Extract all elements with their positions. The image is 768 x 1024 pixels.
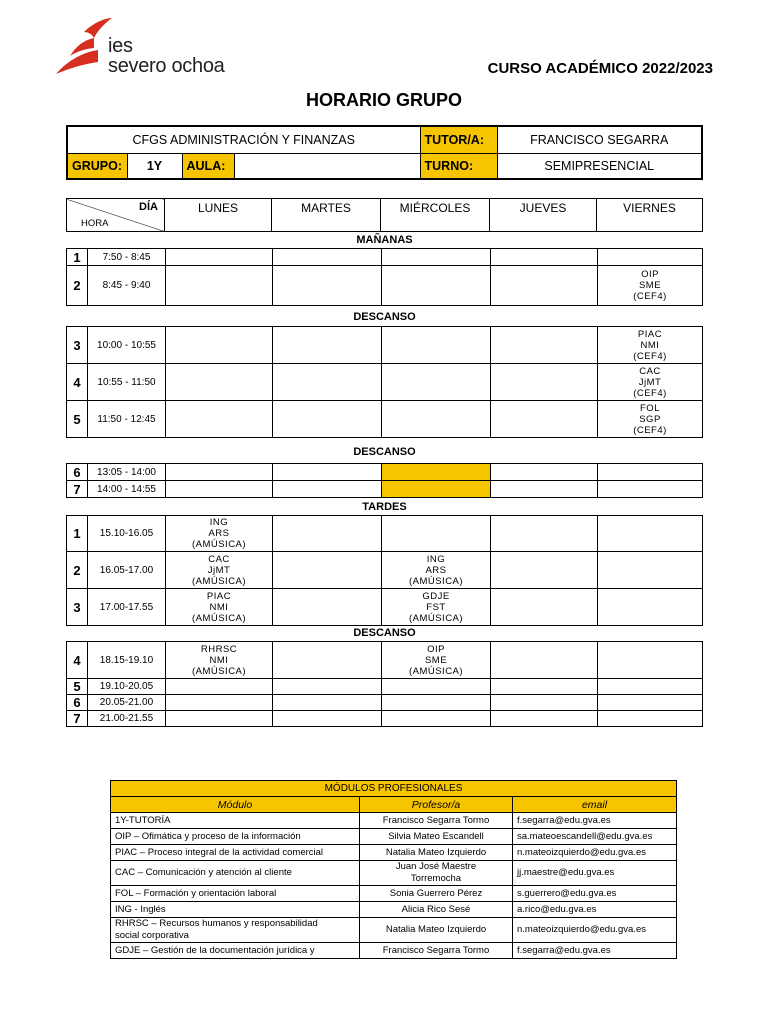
modulos-table (110, 780, 677, 959)
dia-hora-cell (67, 199, 165, 232)
modulos-header-profesor: Profesor/a (360, 797, 513, 813)
schedule-cell (491, 364, 598, 401)
schedule-cell (598, 711, 703, 727)
schedule-cell (166, 679, 273, 695)
schedule-cell (273, 249, 382, 266)
schedule-cell (598, 679, 703, 695)
schedule-cell: GDJE FST (AMÚSICA) (382, 589, 491, 626)
schedule-cell (166, 401, 273, 438)
schedule-cell (382, 481, 491, 498)
period-number: 5 (67, 679, 88, 695)
schedule-cell (382, 516, 491, 552)
schedule-cell: PIAC NMI (AMÚSICA) (166, 589, 273, 626)
page-title: HORARIO GRUPO (305, 90, 462, 110)
period-time: 20.05-21.00 (88, 695, 166, 711)
schedule-cell (598, 464, 703, 481)
day-header: VIERNES (597, 199, 703, 232)
schedule-cell (491, 464, 598, 481)
schedule-row (67, 695, 703, 711)
curso-academico: CURSO ACADÉMICO 2022/2023 (487, 60, 713, 77)
modulo-row (111, 886, 677, 902)
schedule-row (67, 249, 703, 266)
period-time: 15.10-16.05 (88, 516, 166, 552)
schedule-cell (382, 401, 491, 438)
schedule-cell (273, 481, 382, 498)
schedule-cell: ING ARS (AMÚSICA) (382, 552, 491, 589)
period-number: 7 (67, 481, 88, 498)
period-number: 7 (67, 711, 88, 727)
schedule-cell (491, 679, 598, 695)
period-number: 5 (67, 401, 88, 438)
grupo-value: 1Y (127, 154, 182, 180)
schedule-header (66, 198, 703, 232)
schedule-cell (491, 695, 598, 711)
schedule-cell (382, 249, 491, 266)
period-number: 3 (67, 589, 88, 626)
modulo-name: GDJE – Gestión de la documentación jurídica y (111, 943, 360, 959)
modulo-profesor: Francisco Segarra Tormo (360, 943, 513, 959)
modulo-profesor: Juan José Maestre Torremocha (360, 861, 513, 886)
period-number: 4 (67, 364, 88, 401)
section-descanso-2: DESCANSO (353, 446, 416, 458)
day-header: MARTES (272, 199, 381, 232)
modulo-name: FOL – Formación y orientación laboral (111, 886, 360, 902)
schedule-row (67, 642, 703, 679)
modulo-profesor: Alicia Rico Sesé (360, 902, 513, 918)
schedule-cell (273, 516, 382, 552)
modulo-email[interactable]: s.guerrero@edu.gva.es (513, 886, 677, 902)
schedule-cell (491, 249, 598, 266)
modulo-profesor: Natalia Mateo Izquierdo (360, 845, 513, 861)
dia-label: DÍA (139, 201, 158, 213)
modulo-profesor: Sonia Guerrero Pérez (360, 886, 513, 902)
schedule-cell (273, 327, 382, 364)
schedule-cell (166, 249, 273, 266)
period-number: 2 (67, 266, 88, 306)
modulo-name: RHRSC – Recursos humanos y responsabilidad social corporativa (111, 918, 360, 943)
schedule-cell (598, 552, 703, 589)
schedule-cell (598, 589, 703, 626)
schedule-cell (166, 464, 273, 481)
modulo-email[interactable]: a.rico@edu.gva.es (513, 902, 677, 918)
schedule-cell (382, 695, 491, 711)
day-header: JUEVES (490, 199, 597, 232)
period-time: 11:50 - 12:45 (88, 401, 166, 438)
period-number: 2 (67, 552, 88, 589)
schedule-cell (273, 642, 382, 679)
schedule-cell (491, 711, 598, 727)
schedule-cell (491, 516, 598, 552)
schedule-cell: FOL SGP (CEF4) (598, 401, 703, 438)
schedule-cell (166, 711, 273, 727)
modulo-profesor: Silvia Mateo Escandell (360, 829, 513, 845)
schedule-row (67, 401, 703, 438)
schedule-row (67, 327, 703, 364)
modulo-email[interactable]: f.segarra@edu.gva.es (513, 813, 677, 829)
modulo-row (111, 902, 677, 918)
tutor-name: FRANCISCO SEGARRA (497, 126, 702, 154)
modulo-email[interactable]: jj.maestre@edu.gva.es (513, 861, 677, 886)
modulo-row (111, 861, 677, 886)
schedule-cell: RHRSC NMI (AMÚSICA) (166, 642, 273, 679)
logo-swoosh-bottom (56, 50, 98, 74)
group-info-table (66, 125, 703, 180)
schedule-cell (273, 679, 382, 695)
grupo-label: GRUPO: (67, 154, 127, 180)
tutor-label: TUTOR/A: (420, 126, 497, 154)
hora-label: HORA (81, 218, 109, 229)
schedule-cell (273, 552, 382, 589)
schedule-cell (382, 327, 491, 364)
day-header: LUNES (165, 199, 272, 232)
modulo-name: PIAC – Proceso integral de la actividad comercial (111, 845, 360, 861)
schedule-cell (273, 266, 382, 306)
schedule-cell (382, 464, 491, 481)
day-header: MIÉRCOLES (381, 199, 490, 232)
period-time: 21.00-21.55 (88, 711, 166, 727)
period-number: 3 (67, 327, 88, 364)
schedule-cell (491, 552, 598, 589)
schedule-cell (273, 464, 382, 481)
schedule-block-afternoon-2 (66, 641, 703, 727)
schedule-block-morning-1 (66, 248, 703, 306)
period-number: 1 (67, 249, 88, 266)
schedule-cell (273, 589, 382, 626)
period-number: 6 (67, 464, 88, 481)
period-number: 1 (67, 516, 88, 552)
schedule-cell (598, 481, 703, 498)
schedule-row (67, 589, 703, 626)
modulo-row (111, 829, 677, 845)
modulo-name: OIP – Ofimática y proceso de la información (111, 829, 360, 845)
period-number: 4 (67, 642, 88, 679)
schedule-cell (382, 364, 491, 401)
schedule-cell (273, 711, 382, 727)
schedule-cell (491, 401, 598, 438)
schedule-block-morning-3 (66, 463, 703, 498)
schedule-cell: ING ARS (AMÚSICA) (166, 516, 273, 552)
schedule-cell (491, 327, 598, 364)
section-descanso-1: DESCANSO (353, 311, 416, 323)
modulos-header-modulo: Módulo (111, 797, 360, 813)
logo-text (108, 36, 224, 76)
schedule-cell (598, 695, 703, 711)
schedule-cell (598, 249, 703, 266)
modulo-email[interactable]: n.mateoizquierdo@edu.gva.es (513, 918, 677, 943)
period-time: 16.05-17.00 (88, 552, 166, 589)
logo-line2: severo ochoa (108, 55, 225, 77)
schedule-cell (382, 266, 491, 306)
schedule-cell (491, 481, 598, 498)
modulo-name: CAC – Comunicación y atención al cliente (111, 861, 360, 886)
modulo-profesor: Francisco Segarra Tormo (360, 813, 513, 829)
schedule-cell (166, 327, 273, 364)
period-time: 14:00 - 14:55 (88, 481, 166, 498)
period-time: 19.10-20.05 (88, 679, 166, 695)
turno-label: TURNO: (420, 154, 497, 180)
schedule-cell (382, 711, 491, 727)
section-mananas: MAÑANAS (356, 234, 413, 246)
schedule-row (67, 552, 703, 589)
period-time: 10:55 - 11:50 (88, 364, 166, 401)
period-time: 17.00-17.55 (88, 589, 166, 626)
modulo-row (111, 845, 677, 861)
schedule-block-morning-2 (66, 326, 703, 438)
schedule-cell (491, 266, 598, 306)
schedule-cell (491, 642, 598, 679)
period-time: 7:50 - 8:45 (88, 249, 166, 266)
schedule-row (67, 266, 703, 306)
modulo-profesor: Natalia Mateo Izquierdo (360, 918, 513, 943)
schedule-cell (598, 516, 703, 552)
period-number: 6 (67, 695, 88, 711)
schedule-row (67, 516, 703, 552)
modulos-body (111, 813, 677, 959)
schedule-cell (491, 589, 598, 626)
schedule-cell (166, 481, 273, 498)
ciclo-name: CFGS ADMINISTRACIÓN Y FINANZAS (67, 126, 420, 154)
schedule-cell (166, 266, 273, 306)
logo-line1: ies (108, 35, 133, 57)
modulo-row (111, 813, 677, 829)
aula-label: AULA: (182, 154, 234, 180)
schedule-cell: PIAC NMI (CEF4) (598, 327, 703, 364)
schedule-cell (166, 695, 273, 711)
modulos-title: MÓDULOS PROFESIONALES (111, 781, 677, 797)
schedule-row (67, 364, 703, 401)
modulo-row (111, 943, 677, 959)
modulo-email[interactable]: sa.mateoescandell@edu.gva.es (513, 829, 677, 845)
schedule-cell: OIP SME (CEF4) (598, 266, 703, 306)
aula-value (234, 154, 420, 180)
period-time: 18.15-19.10 (88, 642, 166, 679)
turno-value: SEMIPRESENCIAL (497, 154, 702, 180)
section-tardes: TARDES (362, 501, 407, 513)
schedule-block-afternoon-1 (66, 515, 703, 626)
schedule-cell: CAC JjMT (CEF4) (598, 364, 703, 401)
section-descanso-3: DESCANSO (353, 627, 416, 639)
schedule-cell (598, 642, 703, 679)
modulo-email[interactable]: n.mateoizquierdo@edu.gva.es (513, 845, 677, 861)
schedule-cell (273, 364, 382, 401)
modulo-email[interactable]: f.segarra@edu.gva.es (513, 943, 677, 959)
period-time: 13:05 - 14:00 (88, 464, 166, 481)
period-time: 8:45 - 9:40 (88, 266, 166, 306)
schedule-cell (166, 364, 273, 401)
modulo-row (111, 918, 677, 943)
schedule-cell: CAC JjMT (AMÚSICA) (166, 552, 273, 589)
modulo-name: ING - Inglés (111, 902, 360, 918)
schedule-cell (273, 695, 382, 711)
schedule-row (67, 679, 703, 695)
schedule-cell (273, 401, 382, 438)
schedule-row (67, 481, 703, 498)
schedule-row (67, 711, 703, 727)
schedule-row (67, 464, 703, 481)
modulos-header-email: email (513, 797, 677, 813)
period-time: 10:00 - 10:55 (88, 327, 166, 364)
modulo-name: 1Y-TUTORÍA (111, 813, 360, 829)
schedule-cell: OIP SME (AMÚSICA) (382, 642, 491, 679)
schedule-cell (382, 679, 491, 695)
